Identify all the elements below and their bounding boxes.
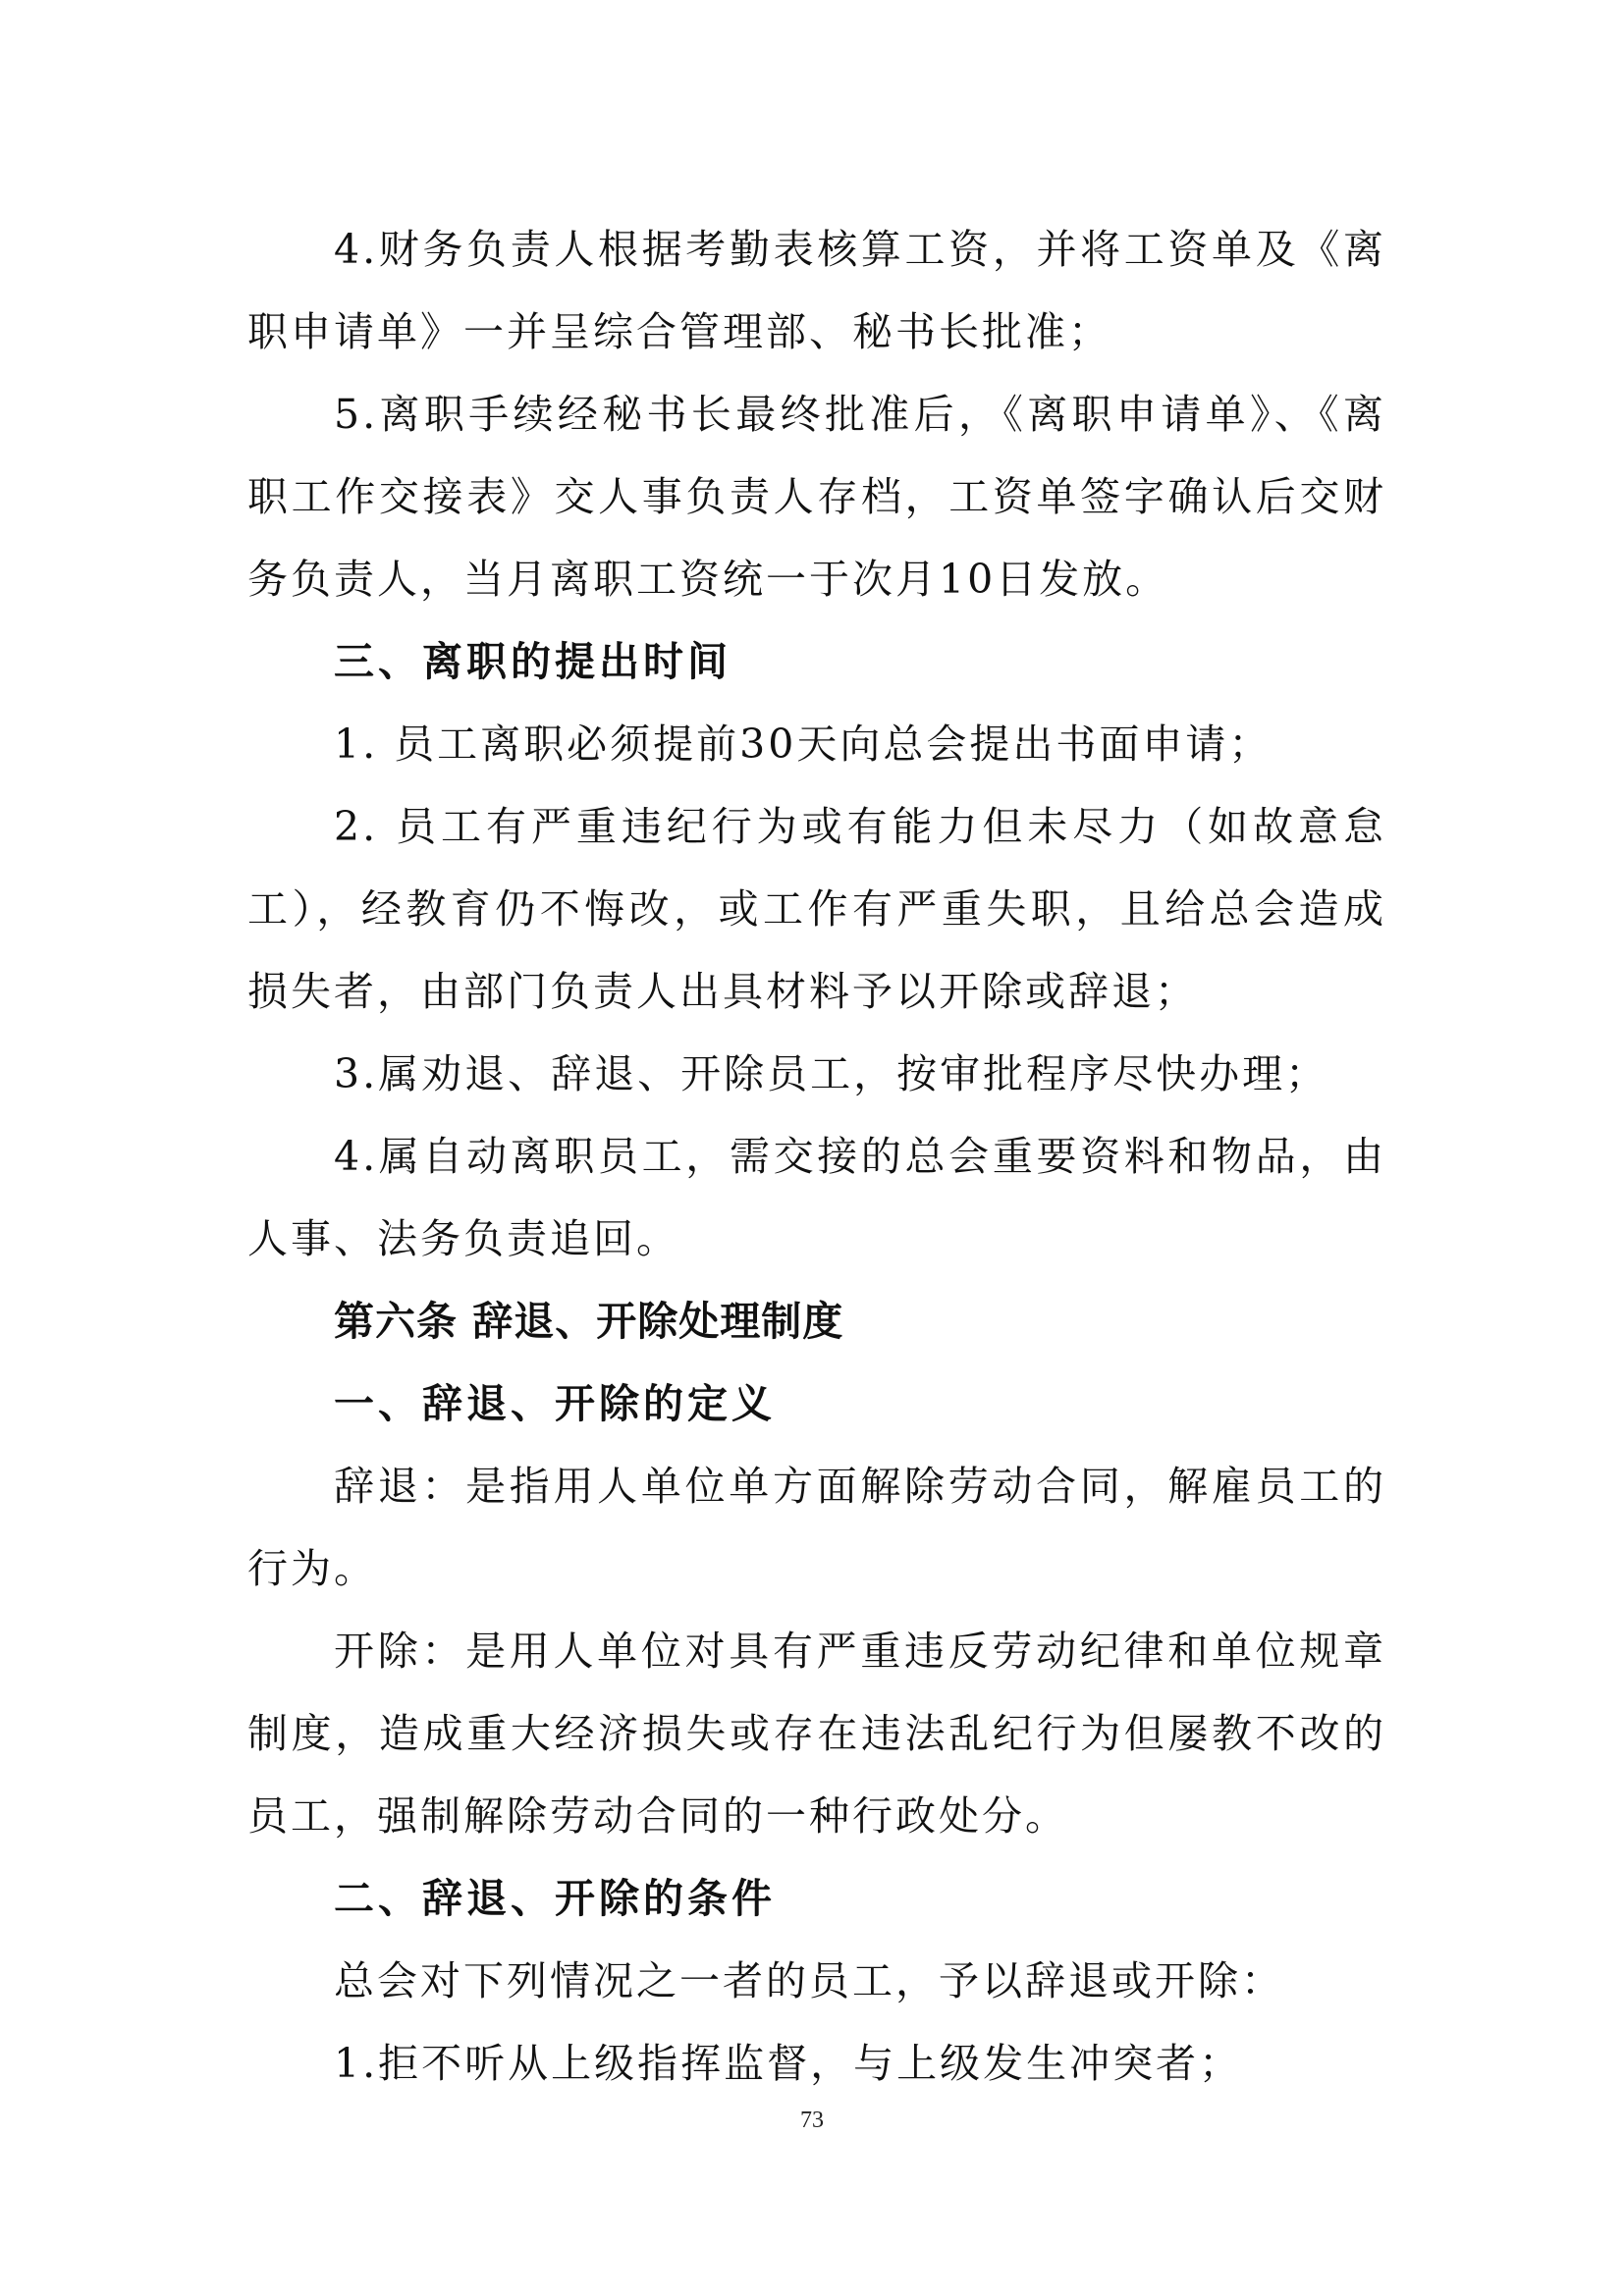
section-heading-conditions: 二、辞退、开除的条件: [334, 1875, 776, 1922]
document-page: [247, 208, 1386, 2105]
paragraph-conditions-intro: 总会对下列情况之一者的员工，予以辞退或开除：: [334, 1957, 1284, 2004]
page-number: 73: [800, 2108, 824, 2133]
paragraph-condition-1: 1.拒不听从上级指挥监督，与上级发生冲突者；: [334, 2040, 1243, 2087]
article-heading-dismissal: 第六条 辞退、开除处理制度: [334, 1298, 844, 1345]
paragraph-serious-violation: 2. 员工有严重违纪行为或有能力但未尽力（如故意怠工），经教育仍不悔改，或工作有严重失职，且给总会造成损失者，由部门负责人出具材料予以开除或辞退；: [247, 803, 1386, 1015]
paragraph-voluntary-departure: 4.属自动离职员工，需交接的总会重要资料和物品，由人事、法务负责追回。: [247, 1133, 1386, 1262]
paragraph-finance-payroll: 4.财务负责人根据考勤表核算工资，并将工资单及《离职申请单》一并呈综合管理部、秘书长批准；: [247, 226, 1386, 355]
paragraph-resignation-approval: 5.离职手续经秘书长最终批准后，《离职申请单》、《离职工作交接表》交人事负责人存档，工资单签字确认后交财务负责人，当月离职工资统一于次月10日发放。: [247, 391, 1386, 603]
paragraph-notice-period: 1. 员工离职必须提前30天向总会提出书面申请；: [334, 721, 1272, 768]
section-heading-resignation-timing: 三、离职的提出时间: [334, 638, 731, 685]
paragraph-definition-dismissal: 辞退：是指用人单位单方面解除劳动合同，解雇员工的行为。: [247, 1463, 1386, 1592]
section-heading-definitions: 一、辞退、开除的定义: [334, 1380, 776, 1427]
paragraph-dismissal-procedure: 3.属劝退、辞退、开除员工，按审批程序尽快办理；: [334, 1050, 1329, 1097]
paragraph-definition-expulsion: 开除：是用人单位对具有严重违反劳动纪律和单位规章制度，造成重大经济损失或存在违法乱纪行为但屡教不改的员工，强制解除劳动合同的一种行政处分。: [247, 1628, 1386, 1840]
